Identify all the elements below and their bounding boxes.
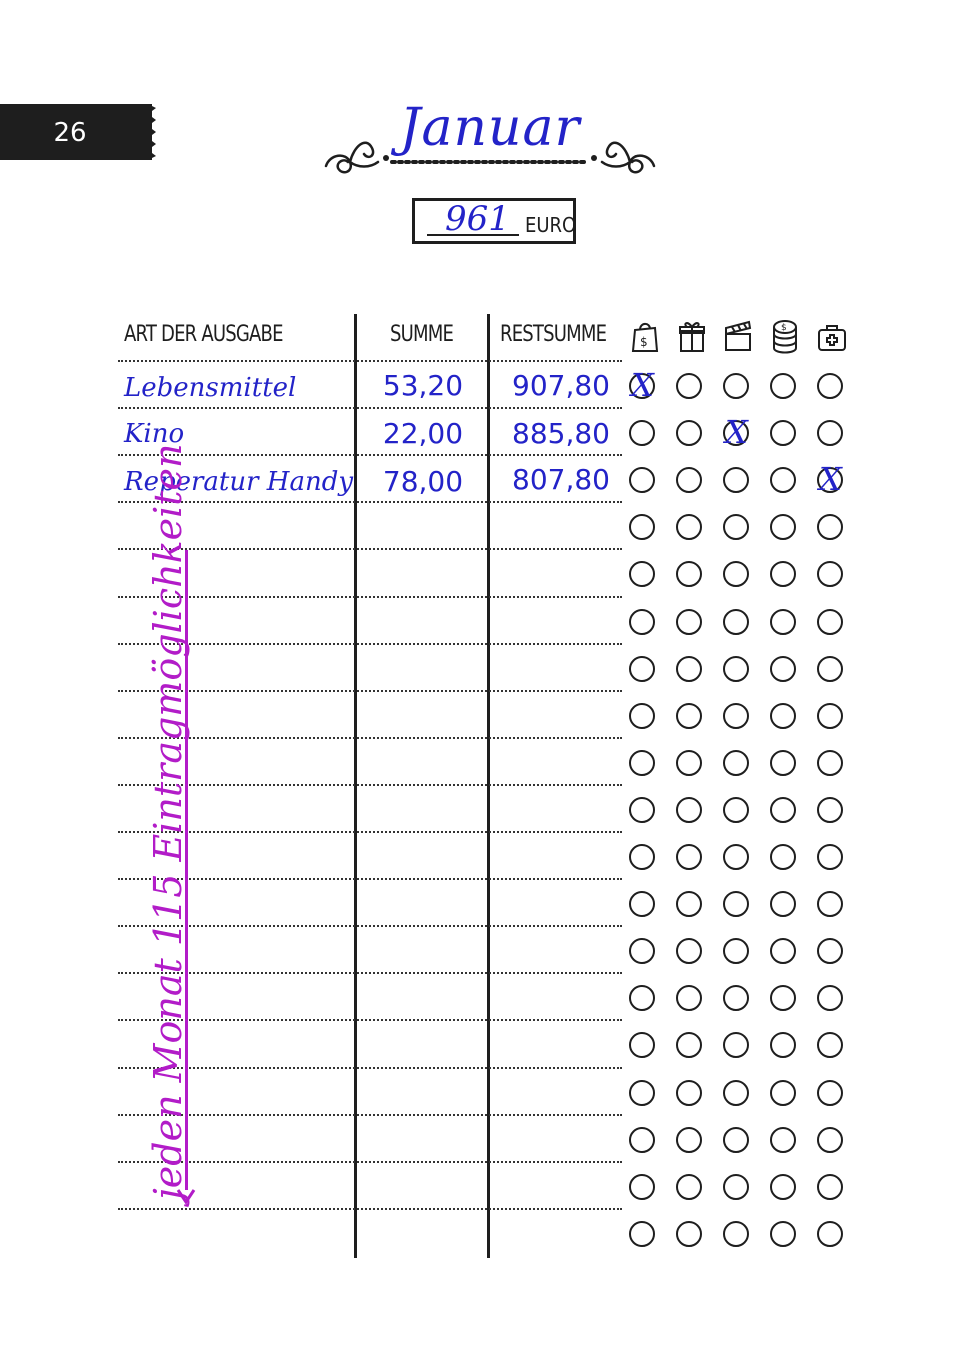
- category-checkbox[interactable]: [723, 467, 749, 493]
- category-checkbox[interactable]: [817, 609, 843, 635]
- category-checkbox[interactable]: [817, 514, 843, 540]
- category-checkbox[interactable]: [723, 561, 749, 587]
- row-rule: [118, 878, 622, 880]
- row-rule: [118, 1208, 622, 1210]
- category-checkbox[interactable]: [723, 938, 749, 964]
- row-rule: [118, 1161, 622, 1163]
- category-checkbox[interactable]: [676, 797, 702, 823]
- category-checkbox[interactable]: [676, 938, 702, 964]
- row-rule: [118, 1114, 622, 1116]
- row-rule: [118, 596, 622, 598]
- category-checkbox[interactable]: [676, 891, 702, 917]
- category-checkbox[interactable]: [629, 938, 655, 964]
- category-checkbox[interactable]: [817, 891, 843, 917]
- column-header-description: ART DER AUSGABE: [124, 322, 283, 347]
- row-description: Reperatur Handy: [124, 467, 354, 497]
- budget-box: [412, 198, 576, 244]
- category-checkbox[interactable]: [770, 1032, 796, 1058]
- budget-value: 961: [445, 199, 510, 239]
- shopping-bag-icon: [630, 318, 660, 354]
- category-checkbox[interactable]: [723, 1174, 749, 1200]
- category-checkbox[interactable]: [770, 561, 796, 587]
- category-checkbox[interactable]: [817, 1174, 843, 1200]
- category-checkbox[interactable]: [723, 373, 749, 399]
- category-checkbox[interactable]: [817, 844, 843, 870]
- category-checkbox[interactable]: [676, 561, 702, 587]
- category-checkbox[interactable]: [723, 656, 749, 682]
- first-aid-kit-icon: [817, 318, 847, 354]
- category-checkbox[interactable]: [629, 420, 655, 446]
- category-checkbox[interactable]: [770, 891, 796, 917]
- svg-text:$: $: [640, 335, 648, 349]
- row-sum: 53,20: [382, 369, 464, 402]
- category-checkbox[interactable]: [770, 703, 796, 729]
- category-checkbox[interactable]: [676, 1080, 702, 1106]
- row-remaining: 807,80: [512, 463, 610, 496]
- row-rule: [118, 454, 622, 456]
- category-checkbox[interactable]: [770, 656, 796, 682]
- category-checkbox[interactable]: [770, 609, 796, 635]
- category-checkbox[interactable]: [676, 373, 702, 399]
- category-checkbox[interactable]: [817, 561, 843, 587]
- category-checkbox[interactable]: [723, 891, 749, 917]
- category-checkbox[interactable]: [676, 1127, 702, 1153]
- category-checkbox[interactable]: [723, 1221, 749, 1247]
- category-checkbox[interactable]: [770, 1080, 796, 1106]
- row-rule: [118, 972, 622, 974]
- category-checkbox[interactable]: [676, 703, 702, 729]
- category-checkbox[interactable]: [770, 797, 796, 823]
- row-rule: [118, 643, 622, 645]
- month-title-banner: [320, 96, 660, 186]
- category-checkbox[interactable]: [770, 420, 796, 446]
- checked-mark: X: [725, 413, 748, 451]
- category-checkbox[interactable]: [817, 420, 843, 446]
- category-checkbox[interactable]: [817, 1221, 843, 1247]
- row-rule: [118, 1067, 622, 1069]
- category-checkbox[interactable]: [629, 1032, 655, 1058]
- category-checkbox[interactable]: [817, 797, 843, 823]
- row-rule: [118, 831, 622, 833]
- category-checkbox[interactable]: [723, 1127, 749, 1153]
- svg-text:$: $: [781, 323, 787, 333]
- category-checkbox[interactable]: [770, 1127, 796, 1153]
- row-rule: [118, 925, 622, 927]
- category-checkbox[interactable]: [629, 891, 655, 917]
- row-remaining: 907,80: [512, 369, 610, 402]
- category-checkbox[interactable]: [770, 750, 796, 776]
- category-checkbox[interactable]: [817, 750, 843, 776]
- row-remaining: 885,80: [512, 417, 610, 450]
- category-checkbox[interactable]: [676, 1032, 702, 1058]
- category-checkbox[interactable]: [629, 561, 655, 587]
- category-checkbox[interactable]: [770, 373, 796, 399]
- category-checkbox[interactable]: [770, 938, 796, 964]
- category-checkbox[interactable]: [629, 1174, 655, 1200]
- category-checkbox[interactable]: [817, 1080, 843, 1106]
- category-checkbox[interactable]: [770, 1221, 796, 1247]
- row-rule: [118, 690, 622, 692]
- gift-icon: [677, 318, 707, 354]
- category-checkbox[interactable]: [629, 1221, 655, 1247]
- category-checkbox[interactable]: [676, 750, 702, 776]
- category-checkbox[interactable]: [723, 844, 749, 870]
- category-checkbox[interactable]: [676, 514, 702, 540]
- category-checkbox[interactable]: [723, 609, 749, 635]
- category-checkbox[interactable]: [817, 703, 843, 729]
- row-rule: [118, 784, 622, 786]
- category-checkbox[interactable]: [723, 514, 749, 540]
- category-checkbox[interactable]: [629, 750, 655, 776]
- category-checkbox[interactable]: [817, 938, 843, 964]
- category-checkbox[interactable]: [629, 609, 655, 635]
- category-checkbox[interactable]: [723, 703, 749, 729]
- category-checkbox[interactable]: [817, 985, 843, 1011]
- category-checkbox[interactable]: [676, 1174, 702, 1200]
- category-checkbox[interactable]: [629, 1080, 655, 1106]
- row-rule: [118, 548, 622, 550]
- entry-count-note: jeden Monat 115 Eintragmöglichkeiten: [146, 443, 190, 1200]
- category-checkbox[interactable]: [629, 1127, 655, 1153]
- category-checkbox[interactable]: [770, 1174, 796, 1200]
- category-checkbox[interactable]: [676, 1221, 702, 1247]
- category-checkbox[interactable]: [723, 1080, 749, 1106]
- category-checkbox[interactable]: [723, 750, 749, 776]
- category-checkbox[interactable]: [629, 514, 655, 540]
- category-checkbox[interactable]: [629, 797, 655, 823]
- category-checkbox[interactable]: [676, 467, 702, 493]
- category-checkbox[interactable]: [770, 985, 796, 1011]
- row-description: Lebensmittel: [124, 373, 297, 403]
- category-checkbox[interactable]: [723, 1032, 749, 1058]
- category-checkbox[interactable]: [676, 656, 702, 682]
- budget-unit: EURO: [525, 213, 577, 237]
- category-checkbox[interactable]: [629, 703, 655, 729]
- category-checkbox[interactable]: [676, 420, 702, 446]
- row-sum: 22,00: [382, 417, 464, 450]
- category-checkbox[interactable]: [676, 844, 702, 870]
- column-header-remaining: RESTSUMME: [500, 322, 607, 347]
- coins-icon: [770, 318, 800, 354]
- category-checkbox[interactable]: [723, 985, 749, 1011]
- category-checkbox[interactable]: [770, 467, 796, 493]
- month-title: Januar: [399, 98, 581, 158]
- column-header-sum: SUMME: [390, 322, 454, 347]
- category-checkbox[interactable]: [723, 797, 749, 823]
- category-checkbox[interactable]: [817, 1127, 843, 1153]
- category-checkbox[interactable]: [629, 844, 655, 870]
- category-checkbox[interactable]: [629, 467, 655, 493]
- page-number: 26: [53, 118, 87, 148]
- checked-mark: X: [819, 460, 842, 498]
- category-checkbox[interactable]: [817, 656, 843, 682]
- row-description: Kino: [124, 419, 185, 449]
- category-checkbox[interactable]: [817, 1032, 843, 1058]
- category-checkbox[interactable]: [629, 656, 655, 682]
- category-checkbox[interactable]: [676, 985, 702, 1011]
- checked-mark: X: [631, 366, 654, 404]
- row-rule: [118, 360, 622, 362]
- row-sum: 78,00: [382, 465, 464, 498]
- category-checkbox[interactable]: [770, 844, 796, 870]
- clapperboard-icon: [723, 318, 753, 354]
- row-rule: [118, 737, 622, 739]
- category-checkbox[interactable]: [676, 609, 702, 635]
- category-checkbox[interactable]: [817, 373, 843, 399]
- category-checkbox[interactable]: [770, 514, 796, 540]
- row-rule: [118, 1019, 622, 1021]
- category-checkbox[interactable]: [629, 985, 655, 1011]
